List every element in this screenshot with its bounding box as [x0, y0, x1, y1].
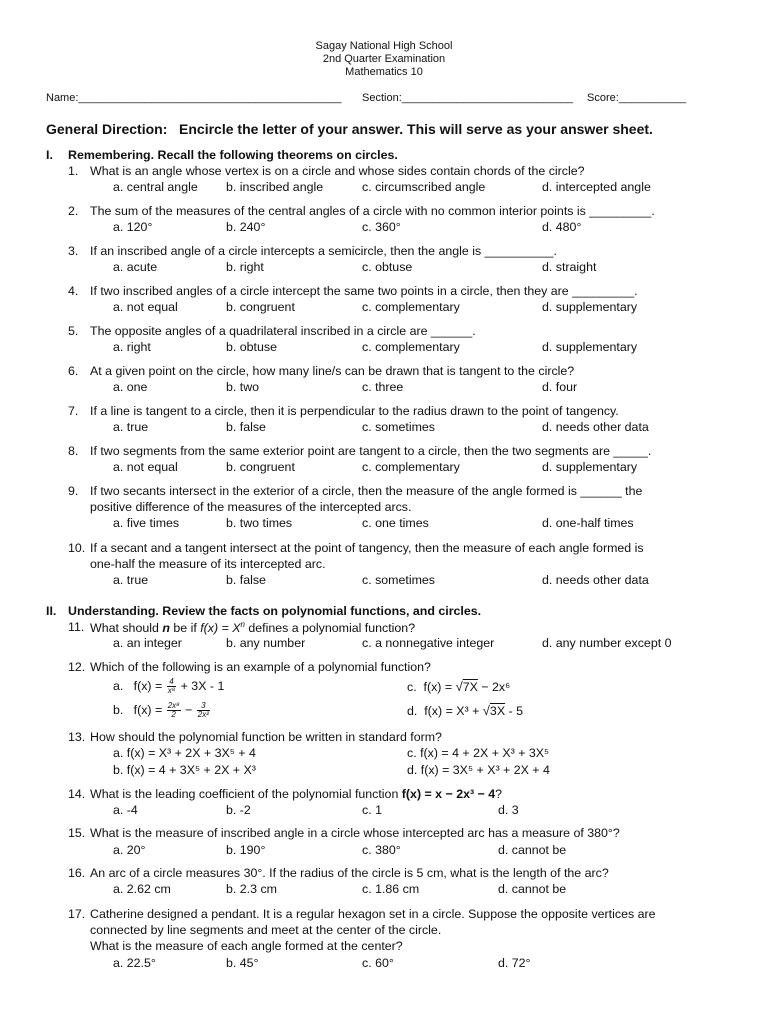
choice-d[interactable]: d. cannot be: [498, 843, 567, 857]
question-number: 11.: [68, 620, 85, 634]
choice-d[interactable]: d. 72°: [498, 956, 531, 970]
choice-d[interactable]: d. one-half times: [542, 516, 634, 530]
score-field[interactable]: Score:___________: [587, 92, 687, 104]
choice-c[interactable]: c. 380°: [362, 843, 401, 857]
choice-c[interactable]: c. f(x) = √7X − 2x⁶: [407, 679, 511, 694]
question-text: If a line is tangent to a circle, then it is perpendicular to the radius drawn to the point of tangency.: [90, 404, 619, 418]
choice-d[interactable]: d. 3: [498, 803, 519, 817]
choice-a[interactable]: a. acute: [113, 260, 158, 274]
choice-c[interactable]: c. f(x) = 4 + 2X + X³ + 3X⁵: [407, 746, 550, 760]
question-text: What is the measure of inscribed angle in a circle whose intercepted arc has a measure of 380°?: [90, 826, 620, 840]
question-number: 5.: [68, 324, 79, 338]
question-text: If a secant and a tangent intersect at the point of tangency, then the measure of each angle formed is: [90, 541, 644, 555]
question-number: 10.: [68, 541, 86, 555]
choice-d[interactable]: d. supplementary: [542, 300, 638, 314]
choice-d[interactable]: d. supplementary: [542, 460, 638, 474]
choice-c[interactable]: c. 60°: [362, 956, 394, 970]
choice-b[interactable]: b. 45°: [226, 956, 259, 970]
question-number: 1.: [68, 164, 79, 178]
exam-title: 2nd Quarter Examination: [322, 53, 446, 65]
choice-b[interactable]: b. 240°: [226, 220, 266, 234]
choice-b[interactable]: b. inscribed angle: [226, 180, 324, 194]
choice-a[interactable]: a. -4: [113, 803, 138, 817]
choice-c[interactable]: c. one times: [362, 516, 429, 530]
question-text: one-half the measure of its intercepted arc.: [90, 557, 326, 571]
choice-d[interactable]: d. f(x) = 3X⁵ + X³ + 2X + 4: [407, 763, 550, 777]
choice-d[interactable]: d. intercepted angle: [542, 180, 651, 194]
question-text-line-1: Catherine designed a pendant. It is a regular hexagon set in a circle. Suppose the opposite vertices are: [90, 907, 656, 921]
choice-d[interactable]: d. straight: [542, 260, 597, 274]
question-text: What is an angle whose vertex is on a circle and whose sides contain chords of the circle?: [90, 164, 585, 178]
choice-c[interactable]: c. complementary: [362, 300, 460, 314]
choice-b[interactable]: b. any number: [226, 636, 306, 650]
choice-a[interactable]: a. 22.5°: [113, 956, 156, 970]
choice-a[interactable]: a. true: [113, 420, 149, 434]
question-number: 13.: [68, 730, 86, 744]
choice-b[interactable]: b. 2.3 cm: [226, 882, 277, 896]
choice-c[interactable]: c. a nonnegative integer: [362, 636, 495, 650]
fraction: $\frac{4}{\text{x⁸}}$: [167, 677, 176, 696]
question-number: 8.: [68, 444, 79, 458]
choice-c[interactable]: c. 1.86 cm: [362, 882, 420, 896]
choice-a[interactable]: a. f(x) = X³ + 2X + 3X⁵ + 4: [113, 746, 256, 760]
choice-b[interactable]: b. f(x) = 4 + 3X⁵ + 2X + X³: [113, 763, 256, 777]
question-text-line-2: connected by line segments and meet at the center of the circle.: [90, 923, 442, 937]
question-text-line-3: What is the measure of each angle formed at the center?: [90, 939, 403, 953]
choice-c[interactable]: c. circumscribed angle: [362, 180, 486, 194]
choice-b[interactable]: b. 190°: [226, 843, 266, 857]
choice-a[interactable]: a. 2.62 cm: [113, 882, 171, 896]
question-text: What should n be if $f(x) = X^n$ defines a polynomial function?: [90, 620, 416, 636]
choice-d[interactable]: d. cannot be: [498, 882, 567, 896]
question-text: How should the polynomial function be written in standard form?: [90, 730, 442, 744]
question-number: 4.: [68, 284, 79, 298]
question-text: If an inscribed angle of a circle intercepts a semicircle, then the angle is __________.: [90, 244, 557, 258]
choice-c[interactable]: c. three: [362, 380, 404, 394]
part2-title: Understanding. Review the facts on polynomial functions, and circles.: [68, 604, 482, 618]
name-field[interactable]: Name:___________________________________________: [46, 92, 342, 104]
section-field[interactable]: Section:____________________________: [362, 92, 574, 104]
choice-b[interactable]: b. congruent: [226, 300, 295, 314]
question-number: 7.: [68, 404, 79, 418]
choice-d[interactable]: d. needs other data: [542, 420, 649, 434]
question-text: At a given point on the circle, how many line/s can be drawn that is tangent to the circle?: [90, 364, 575, 378]
choice-d[interactable]: d. four: [542, 380, 578, 394]
choice-d[interactable]: d. needs other data: [542, 573, 649, 587]
question-text: positive difference of the measures of the intercepted arcs.: [90, 500, 412, 514]
question-text: The sum of the measures of the central angles of a circle with no common interior points is _________.: [90, 204, 655, 218]
choice-a[interactable]: a. one: [113, 380, 148, 394]
choice-c[interactable]: c. sometimes: [362, 573, 435, 587]
choice-a[interactable]: a. an integer: [113, 636, 182, 650]
choice-c[interactable]: c. 1: [362, 803, 382, 817]
question-text: The opposite angles of a quadrilateral inscribed in a circle are ______.: [90, 324, 476, 338]
choice-b[interactable]: b. obtuse: [226, 340, 277, 354]
question-number: 12.: [68, 660, 86, 674]
choice-b[interactable]: b. -2: [226, 803, 251, 817]
fraction: $\frac{3}{\text{2x²}}$: [197, 701, 209, 720]
choice-a[interactable]: a. central angle: [113, 180, 198, 194]
choice-d[interactable]: d. supplementary: [542, 340, 638, 354]
question-text: What is the leading coefficient of the polynomial function f(x) = x − 2x³ − 4?: [90, 787, 503, 801]
choice-b[interactable]: b. two times: [226, 516, 293, 530]
choice-b[interactable]: b. two: [226, 380, 260, 394]
question-number: 15.: [68, 826, 86, 840]
choice-d[interactable]: d. f(x) = X³ + √3X - 5: [407, 703, 523, 718]
choice-d[interactable]: d. any number except 0: [542, 636, 672, 650]
choice-c[interactable]: c. 360°: [362, 220, 401, 234]
choice-c[interactable]: c. sometimes: [362, 420, 435, 434]
choice-c[interactable]: c. complementary: [362, 460, 460, 474]
choice-a[interactable]: a. 20°: [113, 843, 146, 857]
question-text: An arc of a circle measures 30°. If the radius of the circle is 5 cm, what is the length of the arc?: [90, 866, 609, 880]
choice-b[interactable]: b. false: [226, 573, 266, 587]
question-text: If two segments from the same exterior point are tangent to a circle, then the two segments are _____.: [90, 444, 652, 458]
question-number: 2.: [68, 204, 79, 218]
choice-a[interactable]: a. 120°: [113, 220, 153, 234]
choice-a[interactable]: a. right: [113, 340, 151, 354]
question-number: 14.: [68, 787, 86, 801]
part1-title: Remembering. Recall the following theorems on circles.: [68, 148, 398, 162]
choice-a[interactable]: a. true: [113, 573, 149, 587]
part1-numeral: I.: [46, 148, 53, 162]
part2-numeral: II.: [46, 604, 57, 618]
direction-text: Encircle the letter of your answer. This will serve as your answer sheet.: [179, 121, 653, 137]
school-name: Sagay National High School: [315, 40, 453, 52]
choice-a[interactable]: a. not equal: [113, 300, 178, 314]
direction-label: General Direction:: [46, 121, 168, 137]
question-text: Which of the following is an example of a polynomial function?: [90, 660, 431, 674]
question-number: 3.: [68, 244, 79, 258]
choice-b[interactable]: b. f(x) = $\frac{\text{2x⁸}}{2}$ − $\frac{3}{\text{2x²}}$: [113, 701, 209, 720]
choice-b[interactable]: b. false: [226, 420, 266, 434]
question-number: 17.: [68, 907, 86, 921]
question-number: 6.: [68, 364, 79, 378]
fraction: $\frac{\text{2x⁸}}{2}$: [167, 701, 180, 720]
question-text: If two inscribed angles of a circle intercept the same two points in a circle, then they are _________.: [90, 284, 638, 298]
question-number: 16.: [68, 866, 86, 880]
question-text: If two secants intersect in the exterior of a circle, then the measure of the angle formed is ______ the: [90, 484, 643, 498]
choice-c[interactable]: c. obtuse: [362, 260, 413, 274]
general-direction: [46, 121, 653, 137]
choice-c[interactable]: c. complementary: [362, 340, 460, 354]
choice-a[interactable]: a. not equal: [113, 460, 178, 474]
question-number: 9.: [68, 484, 79, 498]
choice-a[interactable]: a. five times: [113, 516, 180, 530]
choice-b[interactable]: b. right: [226, 260, 264, 274]
choice-a[interactable]: a. f(x) = $\frac{4}{\text{x⁸}}$ + 3X - 1: [113, 677, 225, 696]
choice-d[interactable]: d. 480°: [542, 220, 582, 234]
subject-title: Mathematics 10: [345, 66, 423, 78]
choice-b[interactable]: b. congruent: [226, 460, 295, 474]
